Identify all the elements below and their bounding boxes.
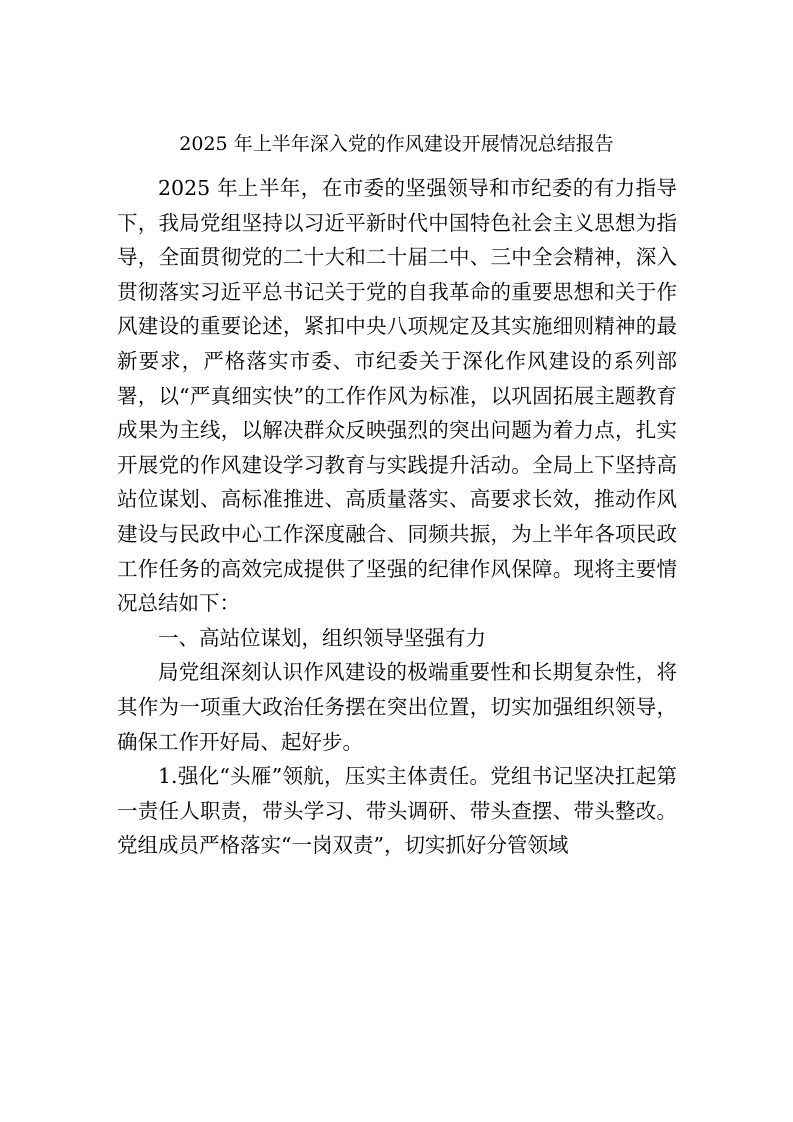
- subsection-paragraph: 1.强化“头雁”领航，压实主体责任。党组书记坚决扛起第一责任人职责，带头学习、带头调研、带头查摆、带头整改。党组成员严格落实“一岗双责”，切实抓好分管领域: [117, 764, 677, 858]
- section-heading: 一、高站位谋划，组织领导坚强有力: [158, 625, 486, 650]
- intro-paragraph: 2025 年上半年，在市委的坚强领导和市纪委的有力指导下，我局党组坚持以习近平新时代中国特色社会主义思想为指导，全面贯彻党的二十大和二十届二中、三中全会精神，深入贯彻落实习近平总书记关于党的自我革命的重要思想和关于作风建设的重要论述，紧扣中央八项规定及其实施细则精神的最新要求，严格落实市委、市纪委关于深化作风建设的系列部署，以“严真细实快”的工作作风为标准，以巩固拓展主题教育成果为主线，以解决群众反映强烈的突出问题为着力点，扎实开展党的作风建设学习教育与实践提升活动。全局上下坚持高站位谋划、高标准推进、高质量落实、高要求长效，推动作风建设与民政中心工作深度融合、同频共振，为上半年各项民政工作任务的高效完成提供了坚强的纪律作风保障。现将主要情况总结如下：: [117, 176, 677, 616]
- section-paragraph: 局党组深刻认识作风建设的极端重要性和长期复杂性，将其作为一项重大政治任务摆在突出位置，切实加强组织领导，确保工作开好局、起好步。: [117, 660, 677, 754]
- document-title: 2025 年上半年深入党的作风建设开展情况总结报告: [179, 133, 614, 155]
- document-body: [117, 171, 677, 863]
